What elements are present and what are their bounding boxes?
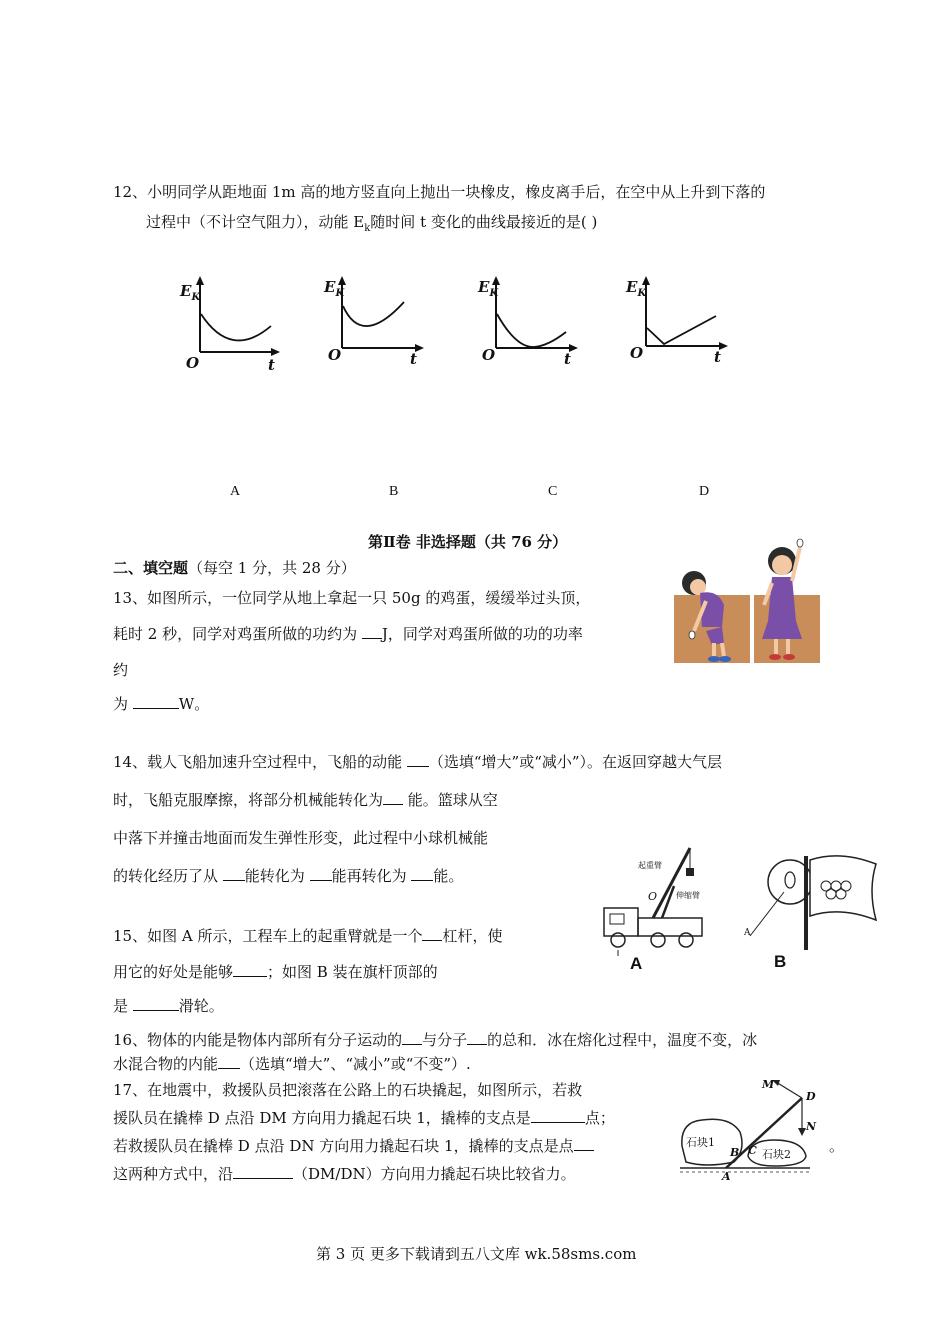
girl-right-skirt [762, 621, 802, 639]
q12-line-2-pre: 过程中（不计空气阻力），动能 E [146, 213, 365, 231]
q17-blank-direction[interactable] [233, 1164, 293, 1179]
label-c: C [748, 1144, 757, 1157]
crane-arm [653, 848, 690, 918]
crane-arm-label: 起重臂 [638, 861, 662, 870]
graph-a-xlabel: t [268, 356, 275, 374]
graph-b-ylabel: $E_K$ [324, 278, 345, 299]
label-m: M [762, 1078, 775, 1091]
q13-figure [672, 535, 822, 665]
section-2-title: 第Ⅱ卷 非选择题（共 76 分） [368, 533, 568, 551]
graph-b-origin: O [328, 346, 342, 364]
fill-in-heading-label: 二、填空题 [113, 559, 189, 577]
q13-blank-work[interactable] [362, 624, 382, 639]
graph-a-curve [201, 314, 271, 340]
q16-line-1: 16、物体的内能是物体内部所有分子运动的 与分子 的总和．冰在熔化过程中，温度不变，冰 [113, 1031, 758, 1049]
q16-blank-kinetic[interactable] [402, 1030, 422, 1045]
q17-figure [676, 1076, 821, 1188]
q13-blank-power[interactable] [133, 694, 179, 709]
q12-line-1: 12、小明同学从距地面 1m 高的地方竖直向上抛出一块橡皮，橡皮离手后，在空中从上升到下落的 [113, 183, 766, 201]
label-d: D [806, 1090, 816, 1103]
graph-d-curve [647, 316, 716, 344]
crane-cylinder-label: 伸缩臂 [676, 891, 700, 900]
fill-in-heading [113, 558, 356, 578]
q14-line-1: 14、载人飞船加速升空过程中，飞船的动能 （选填“增大”或“减小”）。在返回穿越大气层 [113, 753, 723, 771]
graph-b [322, 270, 432, 375]
q15-blank-pulley[interactable] [133, 996, 179, 1011]
q15-figure-a-svg [598, 838, 710, 973]
q17-line-3-end: 。 [829, 1137, 845, 1155]
q17-line-3: 若救援队员在撬棒 D 点沿 DN 方向用力撬起石块 1，撬棒的支点是点 [113, 1136, 594, 1156]
q14-blank-from[interactable] [223, 866, 245, 881]
graph-a [176, 270, 286, 375]
graph-c-ylabel: $E_K$ [478, 278, 499, 299]
q12-ek-subscript: k [364, 223, 371, 234]
graph-c [476, 270, 586, 375]
girl-right-face [772, 555, 792, 575]
q13-figure-svg [672, 535, 822, 665]
graph-d [624, 270, 734, 375]
stone-2-label: 石块2 [762, 1148, 791, 1161]
option-d-label: D [699, 484, 710, 499]
q14-line-2: 时，飞船克服摩擦，将部分机械能转化为 能。篮球从空 [113, 791, 498, 809]
q13-line-4: 为 W。 [113, 695, 210, 713]
label-a: A [722, 1170, 731, 1183]
q17-figure-svg [676, 1076, 821, 1188]
q13-line-3: 约 [113, 661, 129, 679]
q13-line-2: 耗时 2 秒，同学对鸡蛋所做的功约为 J，同学对鸡蛋所做的功的功率 [113, 625, 583, 643]
graph-d-ylabel: $E_K$ [626, 278, 647, 299]
option-b-label: B [389, 484, 399, 499]
graph-a-ylabel: $E_K$ [180, 282, 201, 303]
q15-blank-lever[interactable] [422, 926, 442, 941]
q17-blank-fulcrum-dm[interactable] [531, 1108, 585, 1123]
option-a-label: A [230, 484, 241, 499]
q15-line-3: 是 滑轮。 [113, 997, 224, 1015]
q14-blank-then[interactable] [411, 866, 433, 881]
q15-line-2: 用它的好处是能够 ；如图 B 装在旗杆顶部的 [113, 963, 438, 981]
graph-d-origin: O [630, 344, 644, 362]
graph-a-x-arrow [271, 348, 280, 356]
flag [810, 856, 876, 920]
figure-b-label: B [774, 952, 787, 971]
q17-blank-fulcrum-dn[interactable] [574, 1136, 594, 1151]
q14-blank-to[interactable] [310, 866, 332, 881]
q12-line-2 [146, 212, 597, 239]
q15-figure-a [598, 838, 710, 973]
q14-line-4: 的转化经历了从 能转化为 能再转化为 能。 [113, 867, 464, 885]
q16-blank-internal[interactable] [218, 1054, 240, 1069]
graph-c-origin: O [482, 346, 496, 364]
graph-b-xlabel: t [410, 350, 417, 368]
q17-line-2: 援队员在撬棒 D 点沿 DM 方向用力撬起石块 1，撬棒的支点是 点； [113, 1109, 615, 1127]
egg-right [797, 539, 803, 547]
label-b: B [730, 1146, 740, 1159]
graph-c-xlabel: t [564, 350, 571, 368]
q17-line-4: 这两种方式中，沿 （DM/DN）方向用力撬起石块比较省力。 [113, 1165, 576, 1183]
graph-b-curve [343, 302, 404, 326]
q15-figure-b-svg [740, 840, 882, 975]
crane-pivot-label: O [648, 890, 658, 903]
pulley-a-label: A [744, 928, 751, 938]
q14-line-3: 中落下并撞击地面而发生弹性形变，此过程中小球机械能 [113, 829, 489, 847]
truck-cab [604, 908, 638, 936]
label-n: N [806, 1120, 817, 1133]
q16-line-2: 水混合物的内能 （选填“增大”、“减小”或“不变”）. [113, 1055, 471, 1073]
stone-1-label: 石块1 [686, 1136, 715, 1149]
graph-a-origin: O [186, 354, 200, 372]
q16-blank-potential[interactable] [467, 1030, 487, 1045]
graph-c-curve [497, 314, 566, 347]
q15-blank-benefit[interactable] [233, 962, 267, 977]
option-c-label: C [548, 484, 558, 499]
egg-left [689, 631, 695, 639]
q14-blank-energy[interactable] [383, 790, 403, 805]
q15-figure-b [740, 840, 882, 975]
q15-line-1: 15、如图 A 所示，工程车上的起重臂就是一个 杠杆，使 [113, 927, 503, 945]
graph-d-xlabel: t [714, 348, 721, 366]
q14-blank-kinetic[interactable] [407, 752, 429, 767]
figure-a-label: A [630, 954, 643, 973]
q17-line-1: 17、在地震中，救援队员把滚落在公路上的石块撬起，如图所示，若救 [113, 1081, 583, 1099]
pulley-wheel [785, 872, 795, 888]
truck-bed [638, 918, 702, 936]
q13-line-1: 13、如图所示，一位同学从地上拿起一只 50g 的鸡蛋，缓缓举过头顶， [113, 589, 591, 607]
page-footer: 第 3 页 更多下载请到五八文库 wk.58sms.com [316, 1245, 637, 1263]
force-dm [776, 1082, 802, 1098]
fill-in-heading-note: （每空 1 分，共 28 分） [188, 559, 356, 577]
q12-line-2-post: 随时间 t 变化的曲线最接近的是( ) [370, 213, 598, 231]
